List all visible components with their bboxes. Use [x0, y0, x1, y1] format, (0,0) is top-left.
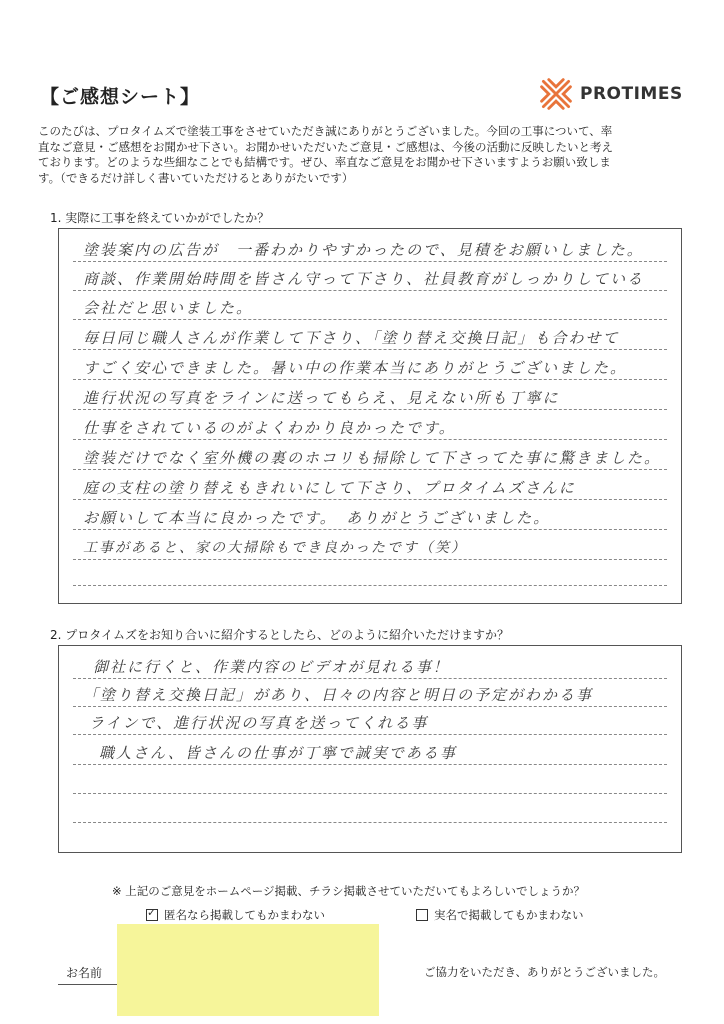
answer-line: 御社に行くと、作業内容のビデオが見れる事！ [93, 658, 450, 676]
sheet-title: 【ご感想シート】 [40, 86, 201, 108]
option-anonymous[interactable] [146, 907, 325, 923]
option-realname[interactable] [416, 907, 584, 923]
question-2-label: 2. プロタイムズをお知り合いに紹介するとしたら、どのように紹介いただけますか？ [50, 628, 510, 642]
answer-line: 商談、作業開始時間を皆さん守って下さり、社員教育がしっかりしている [83, 270, 645, 288]
answer-line: 仕事をされているのがよくわかり良かったです。 [83, 419, 456, 437]
intro-line: ております。どのような些細なことでも結構です。ぜひ、率直なご意見をお聞かせ下さいますようお願い致しま [38, 155, 611, 169]
checkbox-anonymous[interactable] [146, 906, 158, 921]
intro-text [38, 124, 690, 186]
answer-line: 毎日同じ職人さんが作業して下さり、「塗り替え交換日記」も合わせて [83, 329, 620, 347]
answer-line: 庭の支柱の塗り替えもきれいにして下さり、プロタイムズさんに [83, 479, 576, 497]
name-label: お名前 [66, 966, 103, 980]
answer-line: 「塗り替え交換日記」があり、日々の内容と明日の予定がわかる事 [83, 686, 594, 704]
answer-line: 工事があると、家の大掃除もでき良かったです（笑） [83, 540, 467, 556]
thanks-text: ご協力をいただき、ありがとうございました。 [424, 965, 666, 979]
logo-text: PROTIMES [580, 84, 683, 104]
protimes-logo [538, 74, 688, 114]
answer-line: ラインで、進行状況の写真を送ってくれる事 [89, 714, 429, 732]
option-realname-label: 実名で掲載してもかまわない [434, 908, 584, 922]
option-anonymous-label: 匿名なら掲載してもかまわない [164, 908, 325, 922]
intro-line: 直なご意見・ご感想をお聞かせ下さい。お聞かせいただいたご意見・ご感想は、今後の活動に反映したいと考え [38, 139, 613, 154]
consent-note: ※ 上記のご意見をホームページ掲載、チラシ掲載させていただいてもよろしいでしょうか？ [112, 884, 586, 898]
answer-line: 塗装案内の広告が 一番わかりやすかったので、見積をお願いしました。 [83, 241, 644, 259]
protimes-x-logo-icon [538, 76, 574, 112]
question-1-answer-box[interactable] [58, 228, 682, 604]
intro-line: す。（できるだけ詳しく書いていただけるとありがたいです） [38, 170, 354, 185]
answer-line: 塗装だけでなく室外機の裏のホコリも掃除して下さってた事に驚きました。 [83, 449, 662, 467]
question-2-answer-box[interactable] [58, 645, 682, 853]
answer-line: 職人さん、皆さんの仕事が丁寧で誠実である事 [99, 744, 457, 762]
name-redaction-sticky [117, 924, 379, 1016]
answer-line: 進行状況の写真をラインに送ってもらえ、見えない所も丁寧に [83, 389, 560, 407]
answer-line: お願いして本当に良かったです。 ありがとうございました。 [83, 509, 551, 527]
answer-line: 会社だと思いました。 [83, 299, 254, 317]
answer-line: すごく安心できました。暑い中の作業本当にありがとうございました。 [83, 359, 628, 377]
check-mark-icon: ✓ [147, 906, 157, 919]
checkbox-realname[interactable] [416, 909, 428, 921]
intro-line: このたびは、プロタイムズで塗装工事をさせていただき誠にありがとうございました。今回の工事について、率 [38, 124, 613, 138]
question-1-label: 1. 実際に工事を終えていかがでしたか？ [50, 211, 270, 225]
